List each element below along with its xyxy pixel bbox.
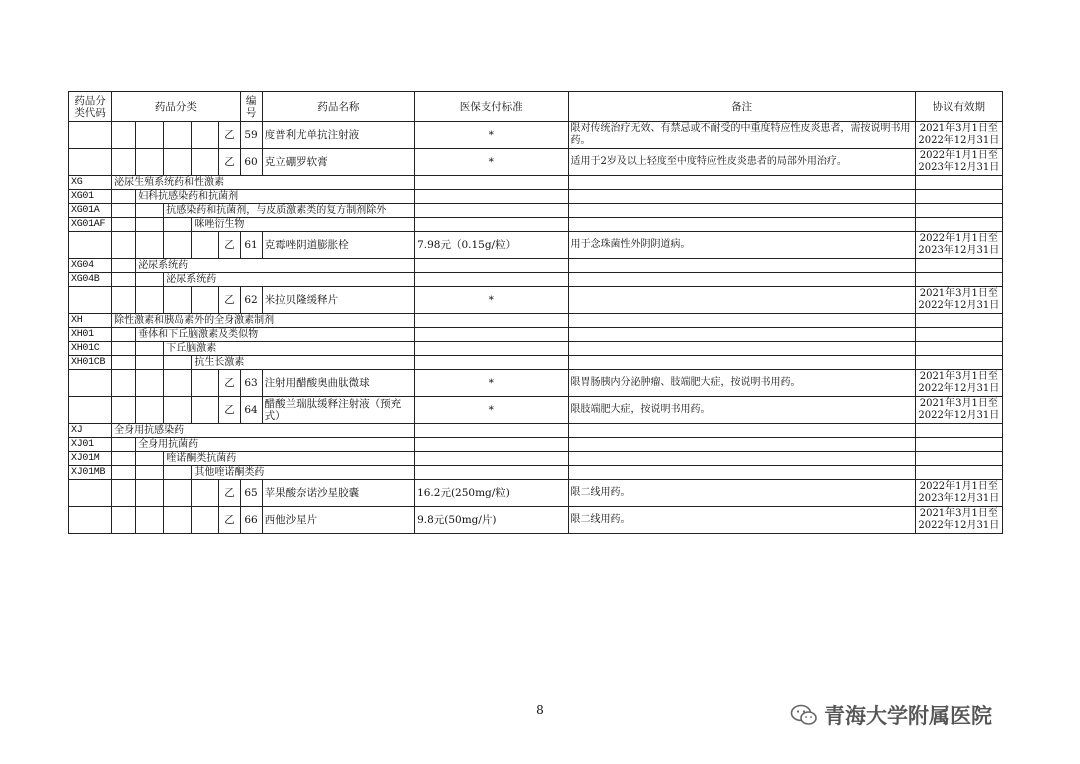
payment-standard: 16.2元(250mg/粒): [415, 480, 568, 507]
drug-name: 苹果酸奈诺沙星胶囊: [262, 480, 414, 507]
header-period: 协议有效期: [915, 92, 1002, 122]
empty-cell: [112, 342, 136, 356]
empty-cell: [136, 452, 164, 466]
category-row: [69, 328, 1003, 342]
category-row: [69, 273, 1003, 287]
empty-remark-cell: [568, 273, 915, 287]
drug-number: 65: [240, 480, 262, 507]
category-name: 泌尿生殖系统药和性激素: [112, 176, 415, 190]
drug-number: 63: [240, 370, 262, 397]
payment-standard: *: [415, 370, 568, 397]
category-row: [69, 190, 1003, 204]
category-name: 喹诺酮类抗菌药: [164, 452, 415, 466]
empty-period-cell: [915, 259, 1002, 273]
category-row: [69, 452, 1003, 466]
empty-cell: [112, 122, 136, 149]
drug-name: 克霉唑阴道膨胀栓: [262, 232, 414, 259]
category-name: 全身用抗菌药: [136, 438, 415, 452]
drug-number: 62: [240, 287, 262, 314]
category-row: [69, 356, 1003, 370]
category-code: XJ: [69, 424, 112, 438]
category-row: [69, 259, 1003, 273]
empty-code-cell: [69, 507, 112, 534]
page-number: 8: [536, 703, 544, 717]
agreement-period: 2021年3月1日至2022年12月31日: [915, 370, 1002, 397]
payment-standard: *: [415, 287, 568, 314]
drug-row: [69, 232, 1003, 259]
category-name: 全身用抗感染药: [112, 424, 415, 438]
drug-level: 乙: [219, 480, 240, 507]
category-code: XH01CB: [69, 356, 112, 370]
category-code: XG04: [69, 259, 112, 273]
drug-remark: 限二线用药。: [568, 507, 915, 534]
empty-remark-cell: [568, 176, 915, 190]
drug-number: 61: [240, 232, 262, 259]
category-name: 抗生长激素: [192, 356, 415, 370]
payment-standard: *: [415, 122, 568, 149]
empty-cell: [164, 370, 192, 397]
empty-cell: [192, 480, 219, 507]
drug-list-page: [68, 91, 1003, 534]
header-number: 编号: [240, 92, 262, 122]
empty-cell: [112, 466, 136, 480]
category-code: XJ01: [69, 438, 112, 452]
empty-cell: [136, 480, 164, 507]
agreement-period: 2021年3月1日至2022年12月31日: [915, 287, 1002, 314]
empty-cell: [136, 218, 164, 232]
empty-remark-cell: [568, 342, 915, 356]
empty-remark-cell: [568, 466, 915, 480]
drug-remark: 用于念珠菌性外阴阴道病。: [568, 232, 915, 259]
empty-cell: [112, 190, 136, 204]
drug-name: 米拉贝隆缓释片: [262, 287, 414, 314]
drug-level: 乙: [219, 232, 240, 259]
payment-standard: 9.8元(50mg/片): [415, 507, 568, 534]
drug-level: 乙: [219, 122, 240, 149]
empty-cell: [164, 218, 192, 232]
empty-period-cell: [915, 176, 1002, 190]
empty-cell: [164, 466, 192, 480]
empty-cell: [192, 507, 219, 534]
empty-cell: [136, 356, 164, 370]
empty-cell: [164, 149, 192, 176]
category-name: 其他喹诺酮类药: [192, 466, 415, 480]
empty-period-cell: [915, 328, 1002, 342]
empty-cell: [136, 273, 164, 287]
watermark-text: 青海大学附属医院: [824, 704, 992, 728]
empty-cell: [112, 356, 136, 370]
empty-period-cell: [915, 218, 1002, 232]
drug-row: [69, 397, 1003, 424]
empty-cell: [112, 328, 136, 342]
empty-period-cell: [915, 466, 1002, 480]
drug-name: 克立硼罗软膏: [262, 149, 414, 176]
drug-row: [69, 122, 1003, 149]
empty-cell: [136, 397, 164, 424]
drug-number: 66: [240, 507, 262, 534]
empty-code-cell: [69, 149, 112, 176]
empty-remark-cell: [568, 218, 915, 232]
agreement-period: 2022年1月1日至2023年12月31日: [915, 480, 1002, 507]
category-row: [69, 218, 1003, 232]
category-code: XG01A: [69, 204, 112, 218]
empty-remark-cell: [568, 190, 915, 204]
category-row: [69, 466, 1003, 480]
empty-period-cell: [915, 204, 1002, 218]
agreement-period: 2021年3月1日至2022年12月31日: [915, 122, 1002, 149]
drug-remark: 限胃肠胰内分泌肿瘤、肢端肥大症，按说明书用药。: [568, 370, 915, 397]
empty-cell: [112, 149, 136, 176]
drug-name: 西他沙星片: [262, 507, 414, 534]
empty-code-cell: [69, 370, 112, 397]
drug-number: 60: [240, 149, 262, 176]
empty-cell: [164, 356, 192, 370]
table-header-row: [69, 92, 1003, 122]
header-payment: 医保支付标准: [415, 92, 568, 122]
agreement-period: 2021年3月1日至2022年12月31日: [915, 507, 1002, 534]
drug-level: 乙: [219, 149, 240, 176]
empty-cell: [136, 370, 164, 397]
agreement-period: 2021年3月1日至2022年12月31日: [915, 397, 1002, 424]
category-name: 抗感染药和抗菌剂，与皮质激素类的复方制剂除外: [164, 204, 415, 218]
agreement-period: 2022年1月1日至2023年12月31日: [915, 149, 1002, 176]
empty-period-cell: [915, 356, 1002, 370]
empty-remark-cell: [568, 259, 915, 273]
category-code: XG01AF: [69, 218, 112, 232]
empty-period-cell: [915, 452, 1002, 466]
empty-cell: [112, 507, 136, 534]
empty-payment-cell: [415, 466, 568, 480]
empty-cell: [112, 204, 136, 218]
watermark: [790, 700, 992, 730]
empty-cell: [112, 259, 136, 273]
empty-payment-cell: [415, 176, 568, 190]
empty-payment-cell: [415, 273, 568, 287]
empty-remark-cell: [568, 424, 915, 438]
drug-name: 度普利尤单抗注射液: [262, 122, 414, 149]
agreement-period: 2022年1月1日至2023年12月31日: [915, 232, 1002, 259]
drug-row: [69, 370, 1003, 397]
empty-cell: [136, 122, 164, 149]
empty-code-cell: [69, 480, 112, 507]
empty-cell: [136, 204, 164, 218]
empty-payment-cell: [415, 452, 568, 466]
empty-period-cell: [915, 273, 1002, 287]
empty-payment-cell: [415, 314, 568, 328]
drug-row: [69, 287, 1003, 314]
drug-name: 注射用醋酸奥曲肽微球: [262, 370, 414, 397]
empty-cell: [112, 273, 136, 287]
empty-code-cell: [69, 232, 112, 259]
empty-cell: [112, 452, 136, 466]
category-row: [69, 176, 1003, 190]
drug-number: 59: [240, 122, 262, 149]
category-row: [69, 204, 1003, 218]
drug-row: [69, 480, 1003, 507]
category-name: 除性激素和胰岛素外的全身激素制剂: [112, 314, 415, 328]
empty-cell: [112, 287, 136, 314]
empty-cell: [164, 287, 192, 314]
empty-code-cell: [69, 122, 112, 149]
empty-remark-cell: [568, 204, 915, 218]
drug-table: [68, 91, 1003, 534]
empty-payment-cell: [415, 190, 568, 204]
empty-cell: [192, 287, 219, 314]
empty-period-cell: [915, 438, 1002, 452]
drug-level: 乙: [219, 397, 240, 424]
empty-payment-cell: [415, 328, 568, 342]
drug-remark: 限对传统治疗无效、有禁忌或不耐受的中重度特应性皮炎患者，需按说明书用药。: [568, 122, 915, 149]
category-row: [69, 424, 1003, 438]
wechat-icon: [790, 704, 818, 726]
empty-cell: [112, 438, 136, 452]
drug-remark: 限二线用药。: [568, 480, 915, 507]
drug-remark: 适用于2岁及以上轻度至中度特应性皮炎患者的局部外用治疗。: [568, 149, 915, 176]
empty-cell: [192, 370, 219, 397]
category-row: [69, 342, 1003, 356]
drug-remark: [568, 287, 915, 314]
empty-payment-cell: [415, 342, 568, 356]
empty-remark-cell: [568, 356, 915, 370]
payment-standard: *: [415, 397, 568, 424]
drug-row: [69, 149, 1003, 176]
empty-payment-cell: [415, 424, 568, 438]
category-code: XG04B: [69, 273, 112, 287]
empty-cell: [164, 122, 192, 149]
empty-payment-cell: [415, 438, 568, 452]
empty-cell: [136, 287, 164, 314]
category-name: 泌尿系统药: [164, 273, 415, 287]
category-code: XJ01M: [69, 452, 112, 466]
category-code: XG01: [69, 190, 112, 204]
header-category: 药品分类: [112, 92, 240, 122]
empty-cell: [192, 149, 219, 176]
drug-level: 乙: [219, 507, 240, 534]
empty-cell: [136, 507, 164, 534]
category-row: [69, 314, 1003, 328]
empty-cell: [136, 342, 164, 356]
empty-remark-cell: [568, 452, 915, 466]
empty-remark-cell: [568, 314, 915, 328]
payment-standard: *: [415, 149, 568, 176]
drug-row: [69, 507, 1003, 534]
category-code: XJ01MB: [69, 466, 112, 480]
category-code: XH01: [69, 328, 112, 342]
drug-number: 64: [240, 397, 262, 424]
category-code: XG: [69, 176, 112, 190]
category-name: 下丘脑激素: [164, 342, 415, 356]
empty-cell: [164, 232, 192, 259]
empty-cell: [136, 466, 164, 480]
empty-remark-cell: [568, 438, 915, 452]
empty-payment-cell: [415, 204, 568, 218]
payment-standard: 7.98元（0.15g/粒）: [415, 232, 568, 259]
category-row: [69, 438, 1003, 452]
empty-period-cell: [915, 342, 1002, 356]
empty-cell: [192, 232, 219, 259]
drug-level: 乙: [219, 370, 240, 397]
empty-code-cell: [69, 287, 112, 314]
empty-period-cell: [915, 424, 1002, 438]
category-name: 妇科抗感染药和抗菌剂: [136, 190, 415, 204]
empty-cell: [164, 480, 192, 507]
empty-cell: [112, 370, 136, 397]
empty-cell: [112, 480, 136, 507]
drug-remark: 限肢端肥大症，按说明书用药。: [568, 397, 915, 424]
empty-payment-cell: [415, 218, 568, 232]
category-name: 垂体和下丘脑激素及类似物: [136, 328, 415, 342]
empty-cell: [136, 149, 164, 176]
empty-cell: [112, 232, 136, 259]
empty-code-cell: [69, 397, 112, 424]
header-remark: 备注: [568, 92, 915, 122]
drug-level: 乙: [219, 287, 240, 314]
empty-cell: [164, 507, 192, 534]
empty-cell: [112, 397, 136, 424]
category-name: 泌尿系统药: [136, 259, 415, 273]
empty-period-cell: [915, 314, 1002, 328]
drug-name: 醋酸兰瑞肽缓释注射液（预充式）: [262, 397, 414, 424]
empty-period-cell: [915, 190, 1002, 204]
empty-cell: [192, 397, 219, 424]
empty-cell: [112, 218, 136, 232]
header-name: 药品名称: [262, 92, 414, 122]
category-code: XH01C: [69, 342, 112, 356]
empty-cell: [164, 397, 192, 424]
empty-remark-cell: [568, 328, 915, 342]
empty-payment-cell: [415, 259, 568, 273]
empty-payment-cell: [415, 356, 568, 370]
category-code: XH: [69, 314, 112, 328]
empty-cell: [136, 232, 164, 259]
empty-cell: [192, 122, 219, 149]
category-name: 咪唑衍生物: [192, 218, 415, 232]
header-code: 药品分类代码: [69, 92, 112, 122]
